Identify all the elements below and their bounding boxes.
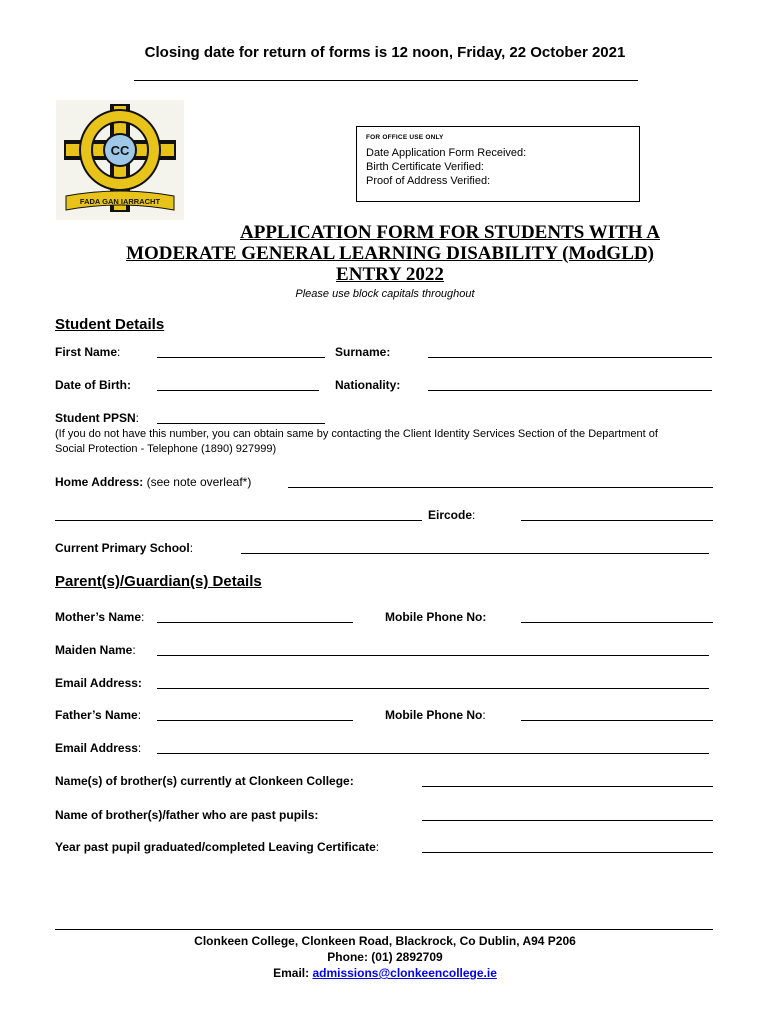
first-name-field[interactable] [157, 357, 325, 358]
mother-email-field[interactable] [157, 688, 709, 689]
maiden-name-label: Maiden Name: [55, 643, 136, 657]
first-name-label: First Name: [55, 345, 121, 359]
brothers-current-label: Name(s) of brother(s) currently at Clonkeen College: [55, 774, 354, 788]
ppsn-note: (If you do not have this number, you can obtain same by contacting the Client Identity Services Section of the Department of Social Protection - Telephone (1890) 927999) [55, 428, 658, 455]
header-rule [134, 80, 638, 81]
mother-mobile-field[interactable] [521, 622, 713, 623]
footer-email-link[interactable]: admissions@clonkeencollege.ie [312, 966, 497, 980]
footer-phone: Phone: (01) 2892709 [327, 950, 443, 964]
brothers-current-field[interactable] [422, 786, 713, 787]
year-graduated-field[interactable] [422, 852, 713, 853]
block-capitals-note: Please use block capitals throughout [295, 288, 475, 300]
nationality-label: Nationality: [335, 378, 401, 392]
maiden-name-field[interactable] [157, 655, 709, 656]
footer-address: Clonkeen College, Clonkeen Road, Blackrock, Co Dublin, A94 P206 [194, 934, 576, 948]
office-line-date-received: Date Application Form Received: [366, 147, 527, 159]
eircode-field[interactable] [521, 520, 713, 521]
brothers-past-field[interactable] [422, 820, 713, 821]
father-email-field[interactable] [157, 753, 709, 754]
dob-field[interactable] [157, 390, 319, 391]
footer-email-label: Email: [273, 966, 310, 980]
father-mobile-field[interactable] [521, 720, 713, 721]
closing-date-notice: Closing date for return of forms is 12 noon, Friday, 22 October 2021 [144, 44, 626, 61]
office-use-box [356, 126, 640, 202]
footer-rule [55, 929, 713, 930]
brothers-past-label: Name of brother(s)/father who are past pupils: [55, 808, 319, 822]
form-title-line-1: APPLICATION FORM FOR STUDENTS WITH A [240, 222, 660, 243]
office-line-birth-cert: Birth Certificate Verified: [366, 161, 484, 173]
year-graduated-label: Year past pupil graduated/completed Leaving Certificate: [55, 840, 380, 854]
svg-text:FADA GAN IARRACHT: FADA GAN IARRACHT [79, 197, 161, 206]
ppsn-label: Student PPSN: [55, 411, 140, 425]
mother-mobile-label: Mobile Phone No: [385, 610, 487, 624]
mothers-name-label: Mother’s Name: [55, 610, 145, 624]
father-mobile-label: Mobile Phone No: [385, 708, 486, 722]
nationality-field[interactable] [428, 390, 712, 391]
fathers-name-field[interactable] [157, 720, 353, 721]
form-title [60, 222, 720, 285]
eircode-label: Eircode: [428, 508, 476, 522]
primary-school-label: Current Primary School: [55, 541, 194, 555]
primary-school-field[interactable] [241, 553, 709, 554]
svg-text:CC: CC [110, 143, 130, 158]
footer-email-line [0, 966, 770, 980]
office-line-proof-address: Proof of Address Verified: [366, 175, 491, 187]
student-details-heading: Student Details [55, 316, 165, 333]
father-email-label: Email Address: [55, 741, 142, 755]
surname-label: Surname: [335, 345, 391, 359]
fathers-name-label: Father’s Name: [55, 708, 142, 722]
form-title-line-2: MODERATE GENERAL LEARNING DISABILITY (ModGLD) [126, 243, 654, 264]
dob-label: Date of Birth: [55, 378, 131, 392]
parents-details-heading: Parent(s)/Guardian(s) Details [55, 573, 262, 590]
home-address-field-1[interactable] [288, 487, 713, 488]
home-address-label: Home Address: (see note overleaf*) [55, 475, 252, 489]
form-title-line-3: ENTRY 2022 [336, 264, 444, 285]
mother-email-label: Email Address: [55, 676, 142, 690]
home-address-field-2[interactable] [55, 520, 422, 521]
ppsn-field[interactable] [157, 423, 325, 424]
school-crest-logo [56, 100, 184, 220]
mothers-name-field[interactable] [157, 622, 353, 623]
surname-field[interactable] [428, 357, 712, 358]
crest-svg [56, 100, 184, 220]
office-use-title: FOR OFFICE USE ONLY [366, 134, 444, 141]
